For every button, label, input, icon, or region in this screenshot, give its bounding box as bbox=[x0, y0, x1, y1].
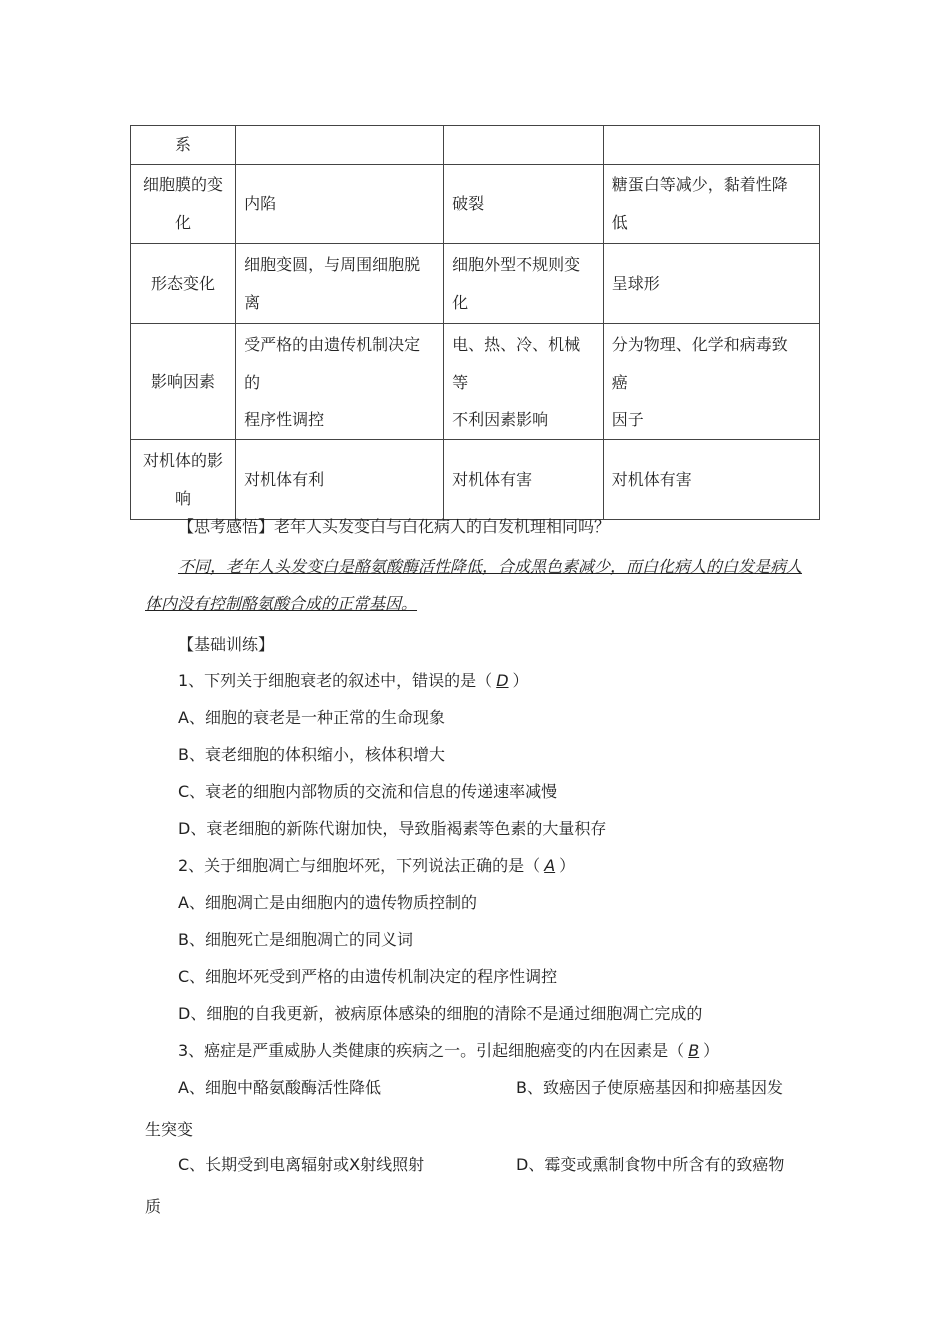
table-cell bbox=[236, 244, 444, 324]
cell-line: 电、热、冷、机械 bbox=[452, 334, 581, 354]
q1-option-c: C、衰老的细胞内部物质的交流和信息的传递速率减慢 bbox=[178, 782, 558, 801]
table-row bbox=[131, 165, 820, 244]
q2-option-d: D、细胞的自我更新，被病原体感染的细胞的清除不是通过细胞凋亡完成的 bbox=[178, 1004, 703, 1023]
table-cell bbox=[444, 244, 604, 324]
cell-line: 分为物理、化学和病毒致 bbox=[611, 334, 788, 354]
reflection-answer: 不同，老年人头发变白是酪氨酸酶活性降低，合成黑色素减少，而白化病人的白发是病人体内没有控制酪氨酸合成的正常基因。 bbox=[145, 557, 803, 613]
q1-answer: D bbox=[496, 671, 509, 690]
reflection-title: 【思考感悟】老年人头发变白与白化病人的白发机理相同吗？ bbox=[178, 517, 611, 536]
q3-stem bbox=[178, 1039, 719, 1063]
q1-option-a: A、细胞的衰老是一种正常的生命现象 bbox=[178, 708, 445, 727]
comparison-table bbox=[130, 125, 820, 520]
q2-stem bbox=[178, 854, 575, 878]
cell-line: 内陷 bbox=[244, 194, 277, 213]
cell-line: 对机体的影 bbox=[143, 450, 224, 470]
table-row bbox=[131, 244, 820, 324]
table-cell bbox=[444, 126, 604, 165]
cell-line: 糖蛋白等减少，黏着性降 bbox=[611, 175, 788, 194]
q1-option-d: D、衰老细胞的新陈代谢加快，导致脂褐素等色素的大量积存 bbox=[178, 819, 607, 838]
q1-stem-text: 1、下列关于细胞衰老的叙述中，错误的是（ bbox=[178, 671, 493, 690]
q1-stem bbox=[178, 669, 529, 693]
q2-close: ） bbox=[559, 856, 576, 875]
q2-option-c: C、细胞坏死受到严格的由遗传机制决定的程序性调控 bbox=[178, 967, 558, 986]
q3-answer: B bbox=[688, 1041, 700, 1060]
row-label-cell bbox=[131, 244, 236, 324]
table-cell bbox=[603, 244, 819, 324]
table-row bbox=[131, 440, 820, 520]
cell-line: 细胞变圆，与周围细胞脱 bbox=[244, 254, 421, 274]
cell-line: 程序性调控 bbox=[244, 409, 325, 429]
row-label-cell bbox=[131, 165, 236, 244]
table-cell bbox=[444, 165, 604, 244]
cell-line: 的 bbox=[244, 372, 261, 392]
q3-option-a: A、细胞中酪氨酸酶活性降低 bbox=[178, 1078, 381, 1097]
row-label-cell bbox=[131, 440, 236, 520]
cell-line: 因子 bbox=[611, 409, 644, 429]
table-cell bbox=[236, 165, 444, 244]
cell-line: 受严格的由遗传机制决定 bbox=[244, 334, 421, 354]
cell-line: 对机体有害 bbox=[452, 469, 533, 489]
q2-stem-text: 2、关于细胞凋亡与细胞坏死，下列说法正确的是（ bbox=[178, 856, 541, 875]
cell-line: 破裂 bbox=[452, 194, 485, 213]
q3-stem-text: 3、癌症是严重威胁人类健康的疾病之一。引起细胞癌变的内在因素是（ bbox=[178, 1041, 685, 1060]
cell-line: 系 bbox=[175, 135, 192, 154]
table-cell bbox=[603, 165, 819, 244]
table-cell bbox=[236, 126, 444, 165]
cell-line: 响 bbox=[175, 488, 192, 508]
cell-line: 离 bbox=[244, 292, 261, 312]
q3-close: ） bbox=[703, 1041, 720, 1060]
cell-line: 细胞外型不规则变 bbox=[452, 254, 581, 274]
q3-option-d: D、霉变或熏制食物中所含有的致癌物 bbox=[516, 1155, 785, 1174]
table-cell bbox=[603, 324, 819, 440]
cell-line: 低 bbox=[611, 213, 628, 232]
cell-line: 不利因素影响 bbox=[452, 409, 549, 429]
q1-option-b: B、衰老细胞的体积缩小，核体积增大 bbox=[178, 745, 445, 764]
row-label-cell bbox=[131, 126, 236, 165]
table-cell bbox=[603, 126, 819, 165]
cell-line: 细胞膜的变 bbox=[143, 175, 224, 194]
table-cell bbox=[444, 440, 604, 520]
table-row bbox=[131, 126, 820, 165]
cell-line: 对机体有害 bbox=[611, 469, 692, 489]
q3-option-c: C、长期受到电离辐射或X射线照射 bbox=[178, 1155, 425, 1174]
q2-answer: A bbox=[544, 856, 556, 875]
cell-line: 对机体有利 bbox=[244, 469, 325, 489]
q2-option-b: B、细胞死亡是细胞凋亡的同义词 bbox=[178, 930, 413, 949]
cell-line: 癌 bbox=[611, 372, 628, 392]
cell-line: 化 bbox=[175, 213, 192, 232]
q3-option-d-cont: 质 bbox=[145, 1197, 162, 1216]
q1-close: ） bbox=[512, 671, 529, 690]
table-cell bbox=[444, 324, 604, 440]
cell-line: 呈球形 bbox=[611, 273, 660, 293]
table-cell bbox=[236, 440, 444, 520]
cell-line: 化 bbox=[452, 292, 469, 312]
cell-line: 影响因素 bbox=[151, 371, 216, 391]
cell-line: 等 bbox=[452, 372, 469, 392]
cell-line: 形态变化 bbox=[151, 273, 216, 293]
q3-option-b-cont: 生突变 bbox=[145, 1120, 194, 1139]
table-cell bbox=[603, 440, 819, 520]
q3-option-b: B、致癌因子使原癌基因和抑癌基因发 bbox=[516, 1078, 783, 1097]
table-row bbox=[131, 324, 820, 440]
training-title: 【基础训练】 bbox=[178, 635, 275, 654]
row-label-cell bbox=[131, 324, 236, 440]
table-cell bbox=[236, 324, 444, 440]
q2-option-a: A、细胞凋亡是由细胞内的遗传物质控制的 bbox=[178, 893, 477, 912]
